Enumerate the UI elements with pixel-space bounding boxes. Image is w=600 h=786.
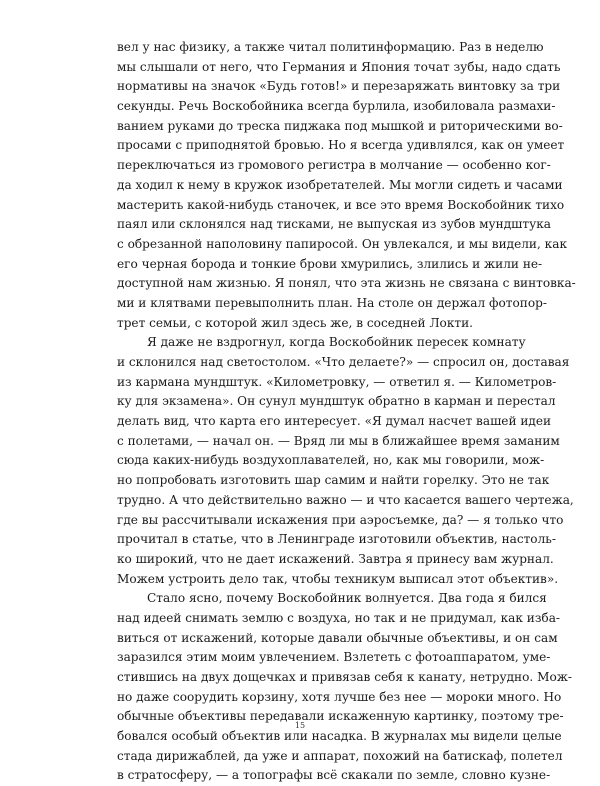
text-line: паял или склонялся над тисками, не выпуская из зубов мундштука <box>117 217 551 232</box>
text-line: нормативы на значок «Будь готов!» и перезаряжать винтовку за три <box>117 79 561 94</box>
text-line: доступной нам жизнью. Я понял, что эта жизнь не связана с винтовка- <box>117 276 576 291</box>
text-line: переключаться из громового регистра в молчание — особенно ког- <box>117 158 551 173</box>
text-line: делать вид, что карта его интересует. «Я думал насчет вашей идеи <box>117 414 552 429</box>
text-line: бовался особый объектив или насадка. В журналах мы видели целые <box>117 729 562 744</box>
text-line: стившись на двух дощечках и привязав себя к канату, нетрудно. Мож- <box>117 670 572 684</box>
text-line: с обрезанной наполовину папиросой. Он увлекался, и мы видели, как <box>117 236 568 251</box>
text-line: мастерить какой-нибудь станочек, и все это время Воскобойник тихо <box>117 197 565 212</box>
text-line: ми и клятвами перевыполнить план. На столе он держал фотопор- <box>117 295 547 310</box>
text-line: да ходил к нему в кружок изобретателей. Мы могли сидеть и часами <box>117 177 563 192</box>
text-line: секунды. Речь Воскобойника всегда бурлила, изобиловала размахи- <box>117 99 556 114</box>
text-line: его черная борода и тонкие брови хмурились, злились и жили не- <box>117 256 543 271</box>
text-line: вел у нас физику, а также читал политинформацию. Раз в неделю <box>117 40 544 54</box>
text-line: трет семьи, с которой жил здесь же, в соседней Локти. <box>117 315 473 330</box>
body-text <box>117 38 576 786</box>
text-line: просами с приподнятой бровью. Но я всегда удивлялся, как он умеет <box>117 138 565 153</box>
text-line: обычные объективы передавали искаженную картинку, поэтому тре- <box>117 709 564 724</box>
page-number: 15 <box>294 721 306 730</box>
text-line: стада дирижаблей, да уже и аппарат, похожий на батискаф, полетел <box>117 748 563 763</box>
text-line: в стратосферу, — а топографы всё скакали по земле, словно кузне- <box>117 768 551 783</box>
text-line: Можем устроить дело так, чтобы техникум выписал этот объектив». <box>117 571 559 586</box>
text-line: ко широкий, что не дает искажений. Завтра я принесу вам журнал. <box>117 551 554 566</box>
text-line: Я даже не вздрогнул, когда Воскобойник пересек комнату <box>147 335 526 350</box>
text-line: с полетами, — начал он. — Вряд ли мы в ближайшее время заманим <box>117 433 560 448</box>
text-line: сюда каких-нибудь воздухоплавателей, но, как мы говорили, мож- <box>117 453 545 468</box>
text-line: и склонился над светостолом. «Что делаете?» — спросил он, доставая <box>117 355 570 369</box>
text-line: заразился этим моим увлечением. Взлететь с фотоаппаратом, уме- <box>117 650 551 665</box>
text-line: но даже соорудить корзину, хотя лучше без нее — мороки много. Но <box>117 689 562 704</box>
text-line: Стало ясно, почему Воскобойник волнуется. Два года я бился <box>147 591 547 606</box>
text-line: прочитал в статье, что в Ленинграде изготовили объектив, настоль- <box>117 532 556 547</box>
text-line: но попробовать изготовить шар самим и найти горелку. Это не так <box>117 473 550 488</box>
text-line: трудно. А что действительно важно — и что касается вашего чертежа, <box>117 492 574 507</box>
text-line: виться от искажений, которые давали обычные объективы, и он сам <box>117 630 558 645</box>
text-line: над идеей снимать землю с воздуха, но так и не придумал, как изба- <box>117 610 560 625</box>
text-line: ванием руками до треска пиджака под мышкой и риторическими во- <box>117 118 563 133</box>
text-line: из кармана мундштук. «Километровку, — ответил я. — Километров- <box>117 374 557 389</box>
text-line: ку для экзамена». Он сунул мундштук обратно в карман и перестал <box>117 394 556 409</box>
text-line: мы слышали от него, что Германия и Япония точат зубы, надо сдать <box>117 59 561 74</box>
text-line: где вы рассчитывали искажения при аэросъемке, да? — я только что <box>117 512 564 527</box>
